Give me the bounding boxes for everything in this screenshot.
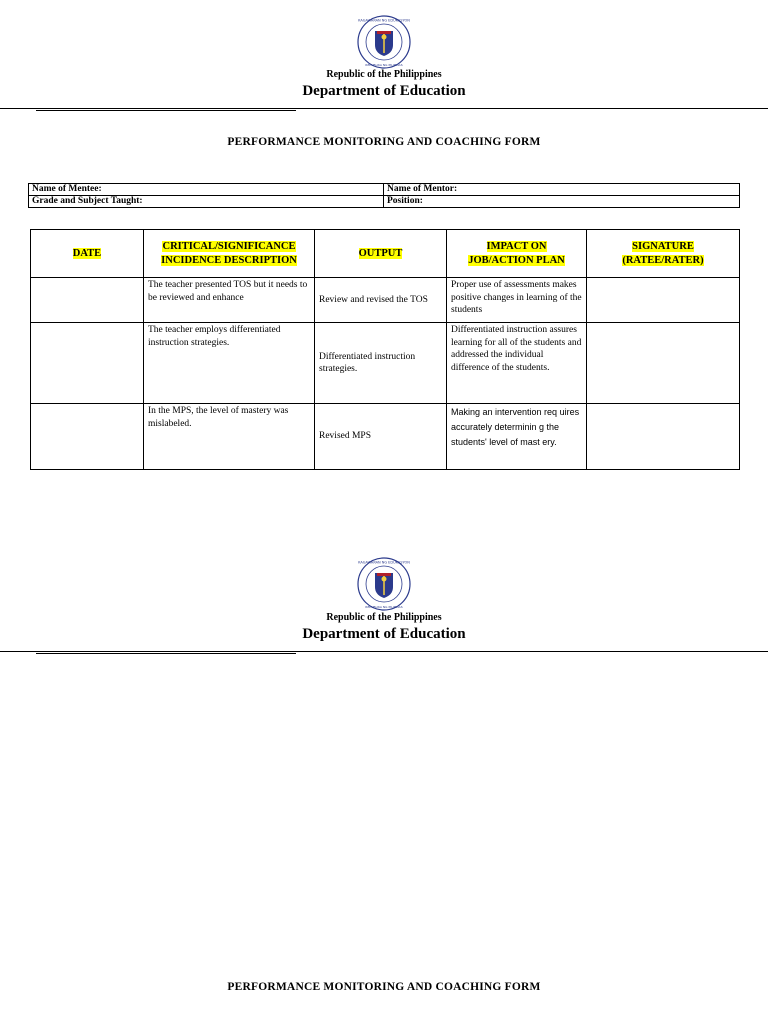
date-cell <box>31 404 144 470</box>
svg-text:REPUBLIKA NG PILIPINAS: REPUBLIKA NG PILIPINAS <box>365 63 403 67</box>
mentor-name-label: Name of Mentor: <box>384 184 740 196</box>
table-row <box>31 404 740 470</box>
incident-cell: The teacher employs differentiated instruction strategies. <box>144 323 315 404</box>
grade-subject-label: Grade and Subject Taught: <box>29 196 384 208</box>
impact-cell: Making an intervention req uires accurately determinin g the students' level of mast ery. <box>447 404 587 470</box>
output-header: OUTPUT <box>315 230 447 278</box>
incidence-header: CRITICAL/SIGNIFICANCE INCIDENCE DESCRIPTION <box>144 230 315 278</box>
svg-text:REPUBLIKA NG PILIPINAS: REPUBLIKA NG PILIPINAS <box>365 605 403 609</box>
department-heading: Department of Education <box>302 83 466 99</box>
header-divider-accent <box>36 653 296 654</box>
header-divider <box>0 108 768 109</box>
mentee-info-table <box>28 183 740 208</box>
signature-cell <box>587 323 740 404</box>
output-cell: Revised MPS <box>315 404 447 470</box>
svg-text:KAGAWARAN NG EDUKASYON: KAGAWARAN NG EDUKASYON <box>358 18 410 23</box>
signature-cell <box>587 404 740 470</box>
impact-header: IMPACT ON JOB/ACTION PLAN <box>447 230 587 278</box>
table-row <box>31 278 740 323</box>
svg-text:KAGAWARAN NG EDUKASYON: KAGAWARAN NG EDUKASYON <box>358 560 410 565</box>
date-header: DATE <box>31 230 144 278</box>
coaching-table <box>30 229 740 470</box>
signature-header: SIGNATURE (RATEE/RATER) <box>587 230 740 278</box>
republic-heading: Republic of the Philippines <box>326 69 442 80</box>
impact-cell: Differentiated instruction assures learning for all of the students and addressed the individual difference of the students. <box>447 323 587 404</box>
table-row <box>31 323 740 404</box>
date-cell <box>31 323 144 404</box>
impact-cell: Proper use of assessments makes positive changes in learning of the students <box>447 278 587 323</box>
signature-cell <box>587 278 740 323</box>
form-title: PERFORMANCE MONITORING AND COACHING FORM <box>227 981 541 993</box>
incident-cell: The teacher presented TOS but it needs to be reviewed and enhance <box>144 278 315 323</box>
position-label: Position: <box>384 196 740 208</box>
department-heading: Department of Education <box>302 626 466 642</box>
mentee-name-label: Name of Mentee: <box>29 184 384 196</box>
output-cell: Review and revised the TOS <box>315 278 447 323</box>
header-divider <box>0 651 768 652</box>
output-cell: Differentiated instruction strategies. <box>315 323 447 404</box>
form-title: PERFORMANCE MONITORING AND COACHING FORM <box>227 136 541 148</box>
incident-cell: In the MPS, the level of mastery was mislabeled. <box>144 404 315 470</box>
date-cell <box>31 278 144 323</box>
deped-seal-logo <box>357 15 411 69</box>
deped-seal-logo <box>357 557 411 611</box>
header-divider-accent <box>36 110 296 111</box>
republic-heading: Republic of the Philippines <box>326 612 442 623</box>
